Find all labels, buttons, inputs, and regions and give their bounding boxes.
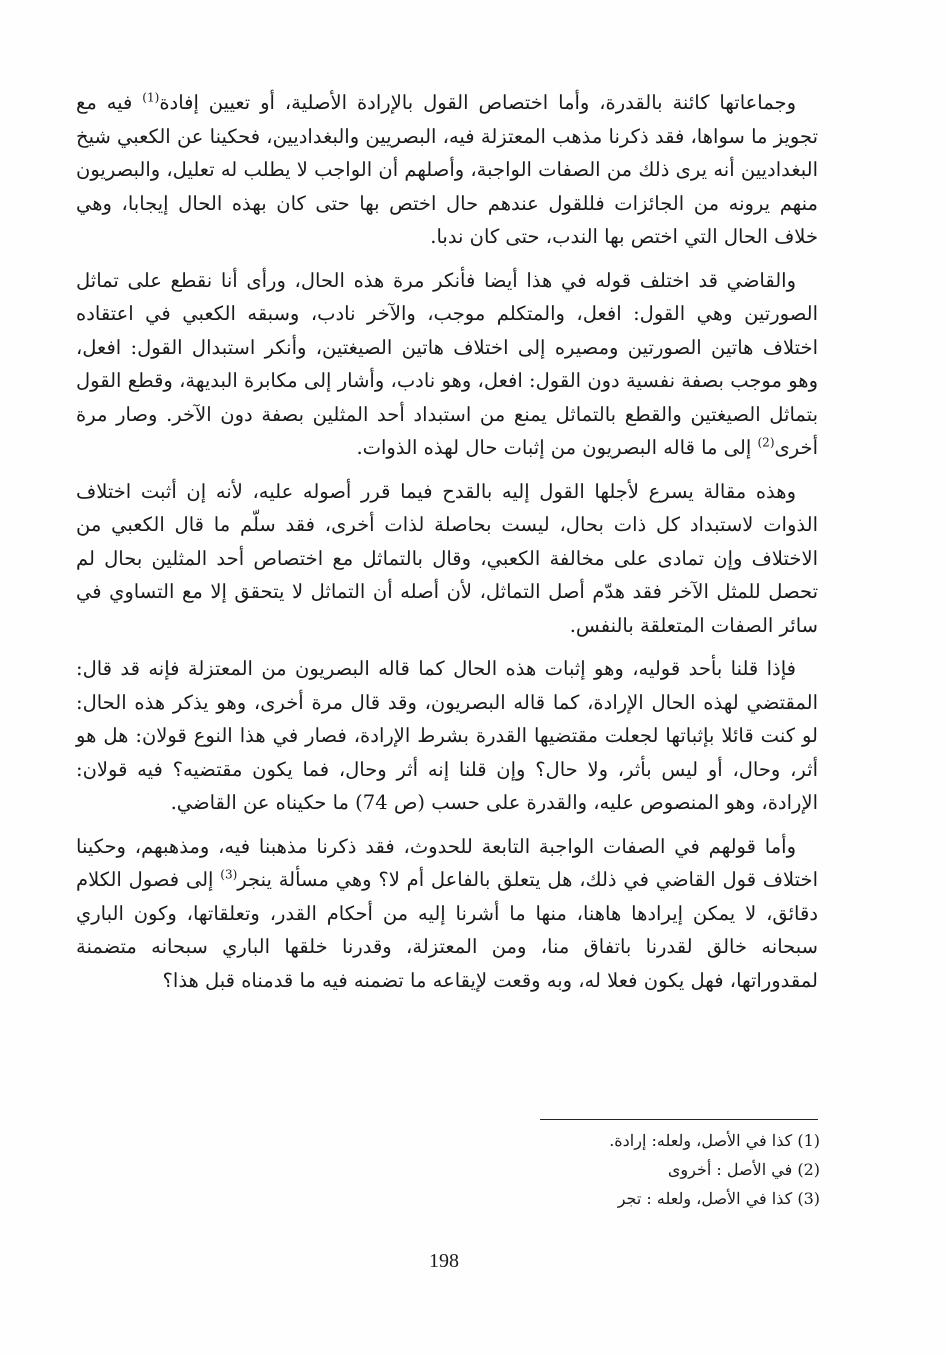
paragraph-4-text: فإذا قلنا بأحد قوليه، وهو إثبات هذه الحال كما قاله البصريون من المعتزلة فإنه قد قال: المقتضي لهذه الحال الإرادة، كما قاله البصريون، وقد قال مرة أخرى، وهو يذكر هذه الحال: لو كنت قائلا بإثباتها لجعلت مقتضيها القدرة بشرط الإرادة، فصار في هذا النوع قولان: هل هو أثر، وحال، أو ليس بأثر، ولا حال؟ وإن قلنا إنه أثر وحال، فما يكون مقتضيه؟ فيه قولان: الإرادة، وهو المنصوص عليه، والقدرة على حسب (ص 74) ما حكيناه عن القاضي. bbox=[76, 657, 818, 814]
page-number: 198 bbox=[429, 1250, 459, 1272]
paragraph-5 bbox=[76, 830, 818, 998]
footnote-ref-3: (3) bbox=[220, 867, 238, 882]
paragraph-1 bbox=[76, 86, 818, 254]
paragraph-2-text-a: والقاضي قد اختلف قوله في هذا أيضا فأنكر مرة هذه الحال، ورأى أنا نقطع على تماثل الصورتين وهي القول: افعل، والمتكلم موجب، والآخر نادب، وسبقه الكعبي في اعتقاده اختلاف هاتين الصورتين ومصيره إلى اختلاف هاتين الصيغتين، وأنكر استبدال القول: افعل، وهو موجب بصفة نفسية دون القول: افعل، وهو نادب، وأشار إلى مكابرة البديهة، وقطع القول بتماثل الصيغتين والقطع بالتماثل يمنع من استبداد أحد المثلين بصفة دون الآخر. وصار مرة أخرى bbox=[76, 268, 818, 459]
main-text bbox=[76, 86, 818, 1007]
paragraph-2 bbox=[76, 264, 818, 465]
paragraph-1-text-b: فيه مع تجويز ما سواها، فقد ذكرنا مذهب المعتزلة فيه، البصريين والبغداديين، فحكينا عن الكعبي شيخ البغداديين أنه يرى ذلك من الصفات الواجبة، وأصلهم أن الواجب لا يطلب له تعليل، والبصريون منهم يرونه من الجائزات فللقول عندهم حال اختص بها حتى كان بهذه الحال إيجابا، وهي خلاف الحال التي اختص بها الندب، حتى كان ندبا. bbox=[76, 91, 818, 248]
paragraph-3-text: وهذه مقالة يسرع لأجلها القول إليه بالقدح فيما قرر أصوله عليه، لأنه إن أثبت اختلاف الذوات لاستبداد كل ذات بحال، ليست بحاصلة لذات أخرى، فقد سلّم ما قال الكعبي من الاختلاف وإن تمادى على مخالفة الكعبي، وقال بالتماثل مع اختصاص أحد المثلين بحال لم تحصل للمثل الآخر فقد هدّم أصل التماثل، لأن أصله أن التماثل لا يتحقق إلا مع التساوي في سائر الصفات المتعلقة بالنفس. bbox=[76, 479, 818, 637]
paragraph-5-text-b: إلى فصول الكلام دقائق، لا يمكن إيرادها هاهنا، منها ما أشرنا إليه من أحكام القدر، وتعلقاتها، وكون الباري سبحانه خالق لقدرنا باتفاق منا، ومن المعتزلة، وقدرنا خلقها الباري سبحانه متضمنة لمقدوراتها، فهل يكون فعلا له، وبه وقعت لإيقاعه ما تضمنه فيه ما قدمناه قبل هذا؟ bbox=[76, 868, 818, 992]
paragraph-4 bbox=[76, 652, 818, 820]
footnote-ref-2: (2) bbox=[757, 435, 775, 450]
paragraph-5-text-a: وأما قولهم في الصفات الواجبة التابعة للحدوث، فقد ذكرنا مذهبنا فيه، ومذهبهم، وحكينا اختلاف قول القاضي في ذلك، هل يتعلق بالفاعل أم لا؟ وهي مسألة ينجر bbox=[76, 834, 818, 891]
footnote-1: (1) كذا في الأصل، ولعله: إرادة. bbox=[609, 1131, 820, 1150]
paragraph-1-text-a: وجماعاتها كائنة بالقدرة، وأما اختصاص القول بالإرادة الأصلية، أو تعيين إفادة bbox=[159, 91, 796, 114]
footnote-3: (3) كذا في الأصل، ولعله : تجر bbox=[617, 1189, 820, 1208]
footnotes bbox=[300, 1126, 820, 1213]
paragraph-2-text-b: إلى ما قاله البصريون من إثبات حال لهذه الذوات. bbox=[356, 436, 758, 459]
footnote-2: (2) في الأصل : أخروى bbox=[667, 1160, 820, 1179]
footnote-ref-1: (1) bbox=[142, 90, 160, 105]
paragraph-3 bbox=[76, 475, 818, 643]
footnote-separator bbox=[540, 1119, 818, 1120]
